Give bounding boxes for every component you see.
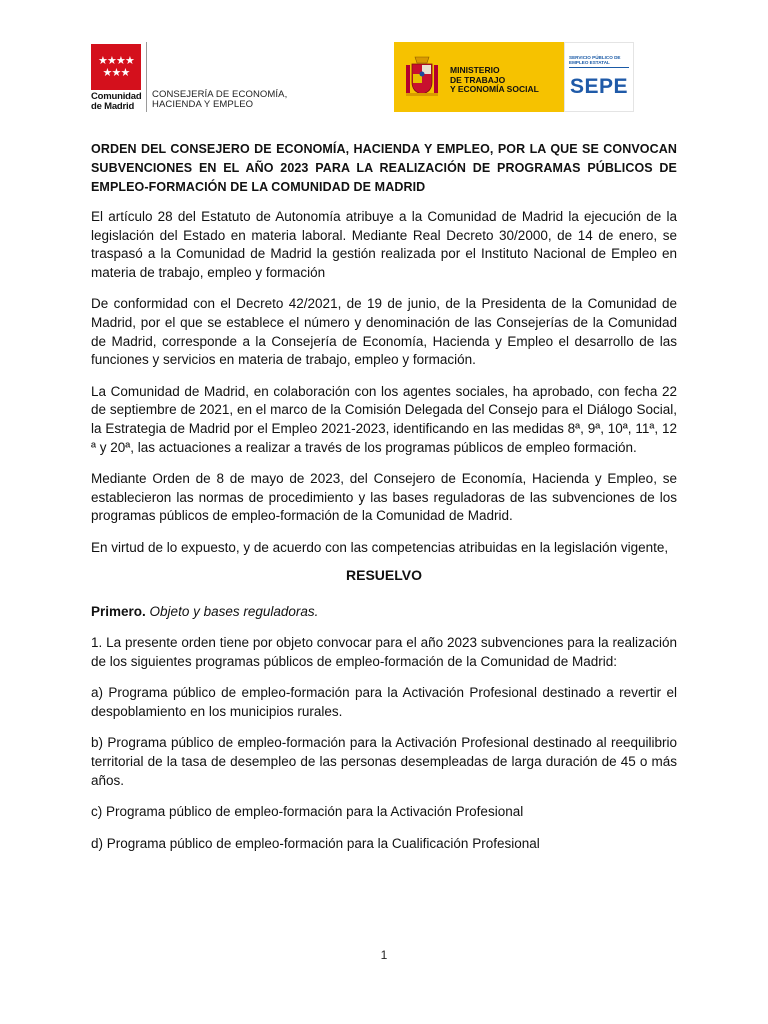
ministerio-line1: MINISTERIO [450, 65, 500, 75]
page-number: 1 [380, 948, 388, 962]
document-title: ORDEN DEL CONSEJERO DE ECONOMÍA, HACIENDA Y EMPLEO, POR LA QUE SE CONVOCAN SUBVENCIONES EN EL AÑO 2023 PARA LA REALIZACIÓN DE PROGRAMAS PÚBLICOS DE EMPLEO-FORMACIÓN DE LA COMUNIDAD DE MADRID [91, 142, 677, 194]
logo-separator [146, 42, 147, 112]
document-body [91, 140, 677, 866]
star-icon: ★ [98, 55, 108, 67]
paragraph-4: Mediante Orden de 8 de mayo de 2023, del Consejero de Economía, Hacienda y Empleo, se establecieron las normas de procedimiento y las bases reguladoras de las subvenciones de los programas públicos de empleo-formación de la Comunidad de Madrid. [91, 471, 677, 524]
page-header [0, 40, 768, 114]
comunidad-madrid-flag-logo [91, 44, 141, 90]
sepe-subtitle: SERVICIO PÚBLICO DE EMPLEO ESTATAL [569, 55, 621, 65]
ministerio-logo [394, 42, 564, 112]
star-icon: ★ [107, 55, 117, 67]
sepe-wordmark: SEPE [570, 75, 629, 98]
item-1: 1. La presente orden tiene por objeto convocar para el año 2023 subvenciones para la realización de los siguientes programas públicos de empleo-formación de la Comunidad de Madrid: [91, 635, 677, 669]
item-d: d) Programa público de empleo-formación para la Cualificación Profesional [91, 835, 540, 851]
comunidad-madrid-name [91, 92, 141, 112]
section-label: Primero. [91, 603, 146, 619]
consejeria-name [152, 90, 287, 110]
ministerio-line3: Y ECONOMÍA SOCIAL [450, 84, 539, 94]
comunidad-madrid-name-line1: Comunidad [91, 91, 142, 102]
paragraph-1: El artículo 28 del Estatuto de Autonomía atribuye a la Comunidad de Madrid la ejecución de la legislación del Estado en materia laboral. Mediante Real Decreto 30/2000, de 14 de enero, se traspasó a la Comunidad de Madrid la gestión realizada por el Instituto Nacional de Empleo en materia de trabajo, empleo y formación [91, 209, 677, 280]
ministerio-line2: DE TRABAJO [450, 74, 506, 85]
comunidad-madrid-name-line2: de Madrid [91, 101, 135, 112]
star-icon: ★ [120, 67, 131, 79]
star-icon: ★ [111, 67, 122, 79]
item-a: a) Programa público de empleo-formación para la Activación Profesional destinado a revertir el despoblamiento en los municipios rurales. [91, 685, 677, 719]
item-c: c) Programa público de empleo-formación para la Activación Profesional [91, 804, 524, 820]
paragraph-5: En virtud de lo expuesto, y de acuerdo con las competencias atribuidas en la legislación vigente, [91, 539, 669, 555]
consejeria-line1: CONSEJERÍA DE ECONOMÍA, [152, 89, 288, 100]
sepe-divider [569, 67, 629, 68]
coat-of-arms-icon [404, 53, 440, 101]
section-primero-heading [91, 603, 677, 622]
ministerio-name [450, 66, 539, 95]
star-icon: ★ [116, 55, 126, 67]
item-b: b) Programa público de empleo-formación para la Activación Profesional destinado al reequilibrio territorial de la tasa de desempleo de las personas desempleadas de larga duración de 45 o más años. [91, 735, 677, 788]
star-icon: ★ [125, 55, 135, 67]
sepe-logo [564, 42, 634, 112]
resuelvo-heading: RESUELVO [346, 566, 422, 583]
consejeria-line2: HACIENDA Y EMPLEO [152, 99, 254, 110]
paragraph-3: La Comunidad de Madrid, en colaboración con los agentes sociales, ha aprobado, con fecha 22 de septiembre de 2021, en el marco de la Comisión Delegada del Consejo para el Diálogo Social, la Estrategia de Madrid por el Empleo 2021-2023, identificando en las medidas 8ª, 9ª, 10ª, 11ª, 12 ª y 20ª, las actuaciones a realizar a través de los programas públicos de empleo formación. [91, 383, 677, 455]
star-icon: ★ [102, 67, 113, 79]
section-title: Objeto y bases reguladoras. [149, 603, 319, 619]
paragraph-2: De conformidad con el Decreto 42/2021, de 19 de junio, de la Presidenta de la Comunidad de Madrid, por el que se establece el número y denominación de las Consejerías de la Comunidad de Madrid, corresponde a la Consejería de Economía, Hacienda y Empleo el desarrollo de las funciones y servicios en materia de trabajo, empleo y formación. [91, 296, 677, 368]
